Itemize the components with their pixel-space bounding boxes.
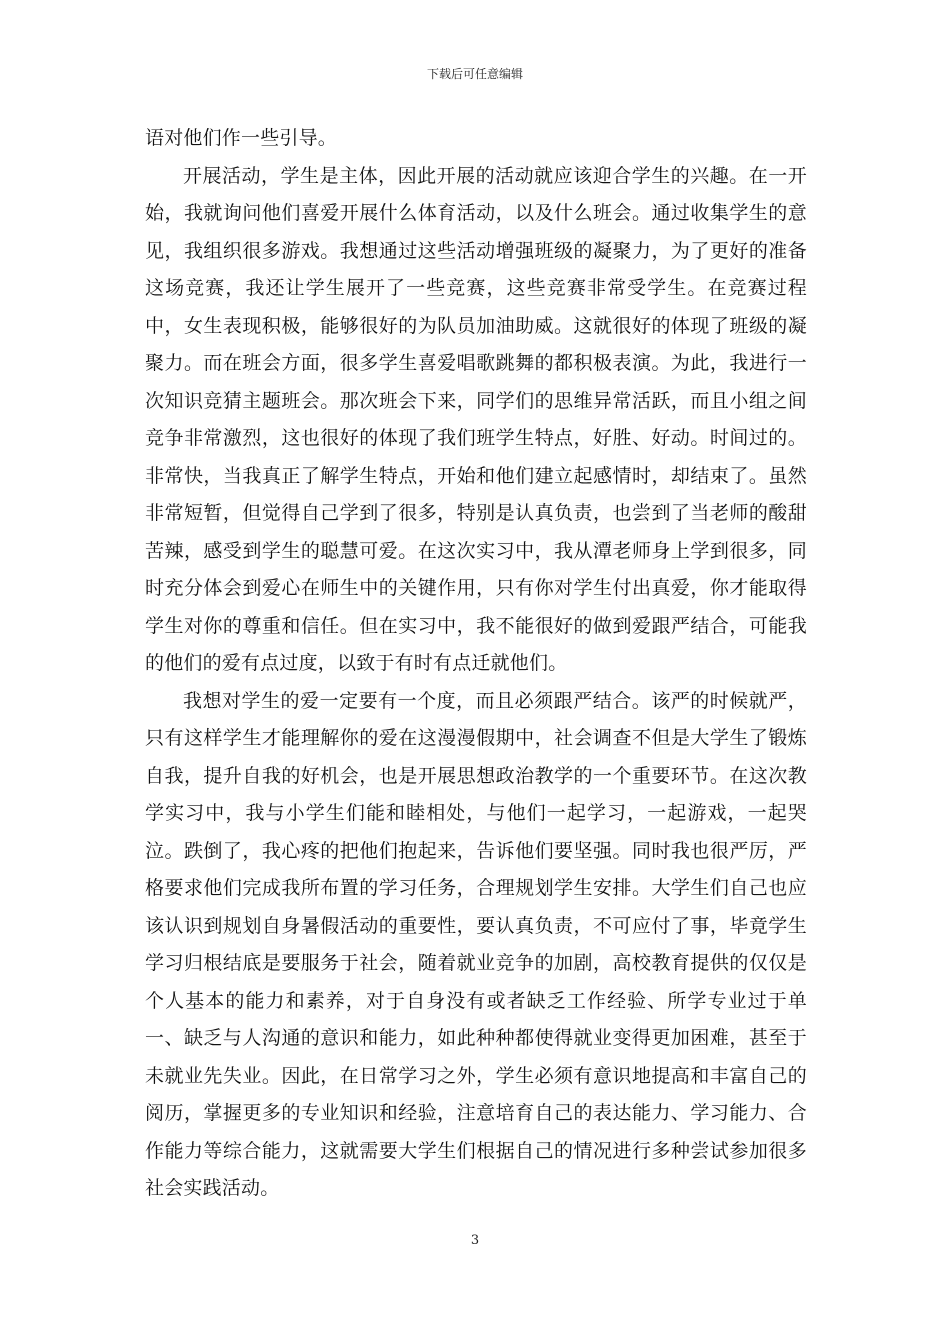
- paragraph-love-and-strictness: 我想对学生的爱一定要有一个度，而且必须跟严结合。该严的时候就严，只有这样学生才能理解你的爱在这漫漫假期中，社会调查不但是大学生了锻炼自我，提升自我的好机会，也是开展思想政治教学的一个重要环节。在这次教学实习中，我与小学生们能和睦相处，与他们一起学习，一起游戏，一起哭泣。跌倒了，我心疼的把他们抱起来，告诉他们要坚强。同时我也很严厉，严格要求他们完成我所布置的学习任务，合理规划学生安排。大学生们自己也应该认识到规划自身暑假活动的重要性，要认真负责，不可应付了事，毕竟学生学习归根结底是要服务于社会，随着就业竞争的加剧，高校教育提供的仅仅是个人基本的能力和素养，对于自身没有或者缺乏工作经验、所学专业过于单一、缺乏与人沟通的意识和能力，如此种种都使得就业变得更加困难，甚至于未就业先失业。因此，在日常学习之外，学生必须有意识地提高和丰富自己的阅历，掌握更多的专业知识和经验，注意培育自己的表达能力、学习能力、合作能力等综合能力，这就需要大学生们根据自己的情况进行多种尝试参加很多社会实践活动。: [145, 689, 807, 1199]
- paragraph-continuation: 语对他们作一些引导。: [145, 127, 338, 149]
- paragraph-activities: 开展活动，学生是主体，因此开展的活动就应该迎合学生的兴趣。在一开始，我就询问他们喜爱开展什么体育活动，以及什么班会。通过收集学生的意见，我组织很多游戏。我想通过这些活动增强班级的凝聚力，为了更好的准备这场竞赛，我还让学生展开了一些竞赛，这些竞赛非常受学生。在竞赛过程中，女生表现积极，能够很好的为队员加油助威。这就很好的体现了班级的凝聚力。而在班会方面，很多学生喜爱唱歌跳舞的都积极表演。为此，我进行一次知识竞猜主题班会。那次班会下来，同学们的思维异常活跃，而且小组之间竞争非常激烈，这也很好的体现了我们班学生特点，好胜、好动。时间过的。非常快，当我真正了解学生特点，开始和他们建立起感情时，却结束了。虽然非常短暂，但觉得自己学到了很多，特别是认真负责，也尝到了当老师的酸甜苦辣，感受到学生的聪慧可爱。在这次实习中，我从潭老师身上学到很多，同时充分体会到爱心在师生中的关键作用，只有你对学生付出真爱，你才能取得学生对你的尊重和信任。但在实习中，我不能很好的做到爱跟严结合，可能我的他们的爱有点过度，以致于有时有点迁就他们。: [145, 164, 807, 674]
- page-header: 下载后可任意编辑: [426, 67, 523, 81]
- body-text: [145, 120, 807, 1208]
- page-number: 3: [470, 1233, 480, 1248]
